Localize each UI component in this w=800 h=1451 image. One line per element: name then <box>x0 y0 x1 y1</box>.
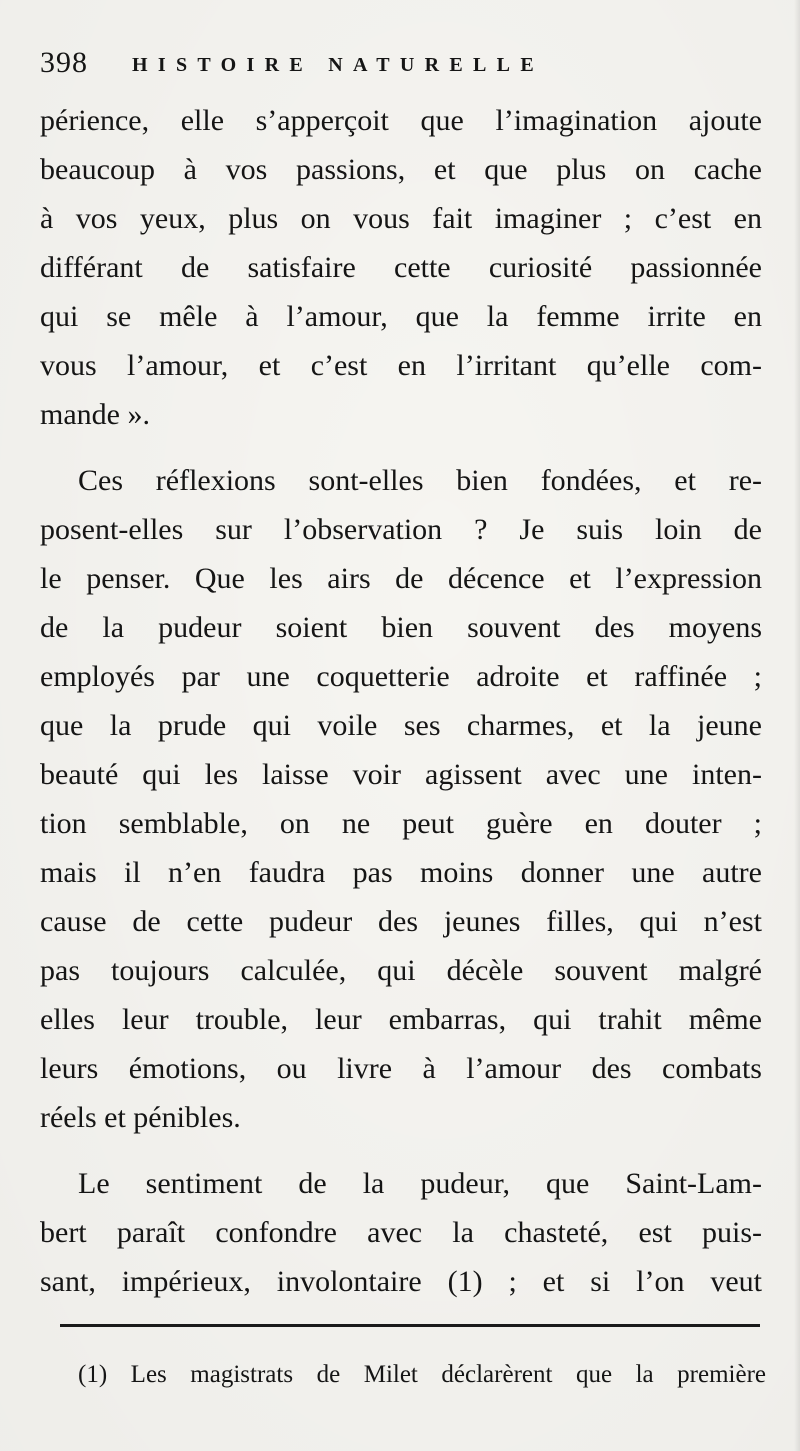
text-line: réels et pénibles. <box>40 1101 241 1134</box>
body-text <box>40 96 762 1306</box>
text-line: vous l’amour, et c’est en l’irritant qu’elle com- <box>40 349 762 382</box>
text-line: leurs émotions, ou livre à l’amour des combats <box>40 1052 762 1085</box>
text-line: de la pudeur soient bien souvent des moyens <box>40 611 762 644</box>
text-line: Le sentiment de la pudeur, que Saint-Lam- <box>78 1167 762 1200</box>
text-line: périence, elle s’apperçoit que l’imagination ajoute <box>40 104 762 137</box>
text-line: tion semblable, on ne peut guère en douter ; <box>40 807 762 840</box>
footnote: (1) Les magistrats de Milet déclarèrent que la première <box>78 1361 766 1388</box>
text-line: beaucoup à vos passions, et que plus on cache <box>40 153 762 186</box>
page-edge-shadow <box>794 0 800 1451</box>
page-header <box>40 46 760 82</box>
text-line: que la prude qui voile ses charmes, et la jeune <box>40 709 762 742</box>
text-line: sant, impérieux, involontaire (1) ; et si l’on veut <box>40 1265 762 1298</box>
text-line: à vos yeux, plus on vous fait imaginer ; c’est en <box>40 202 762 235</box>
text-line: mais il n’en faudra pas moins donner une autre <box>40 856 762 889</box>
text-line: cause de cette pudeur des jeunes filles, qui n’est <box>40 905 762 938</box>
running-title: HISTOIRE NATURELLE <box>132 54 544 76</box>
footnote-divider <box>60 1324 760 1327</box>
text-line: Ces réflexions sont-elles bien fondées, et re- <box>78 464 762 497</box>
text-line: mande ». <box>40 398 150 431</box>
text-line: bert paraît confondre avec la chasteté, est puis- <box>40 1216 762 1249</box>
text-line: elles leur trouble, leur embarras, qui trahit même <box>40 1003 762 1036</box>
text-line: différant de satisfaire cette curiosité passionnée <box>40 251 762 284</box>
text-line: employés par une coquetterie adroite et raffinée ; <box>40 660 762 693</box>
text-line: posent-elles sur l’observation ? Je suis loin de <box>40 513 762 546</box>
page-number: 398 <box>40 46 88 79</box>
text-line: le penser. Que les airs de décence et l’expression <box>40 562 762 595</box>
text-line: qui se mêle à l’amour, que la femme irrite en <box>40 300 762 333</box>
text-line: pas toujours calculée, qui décèle souvent malgré <box>40 954 762 987</box>
text-line: beauté qui les laisse voir agissent avec une inten- <box>40 758 762 791</box>
